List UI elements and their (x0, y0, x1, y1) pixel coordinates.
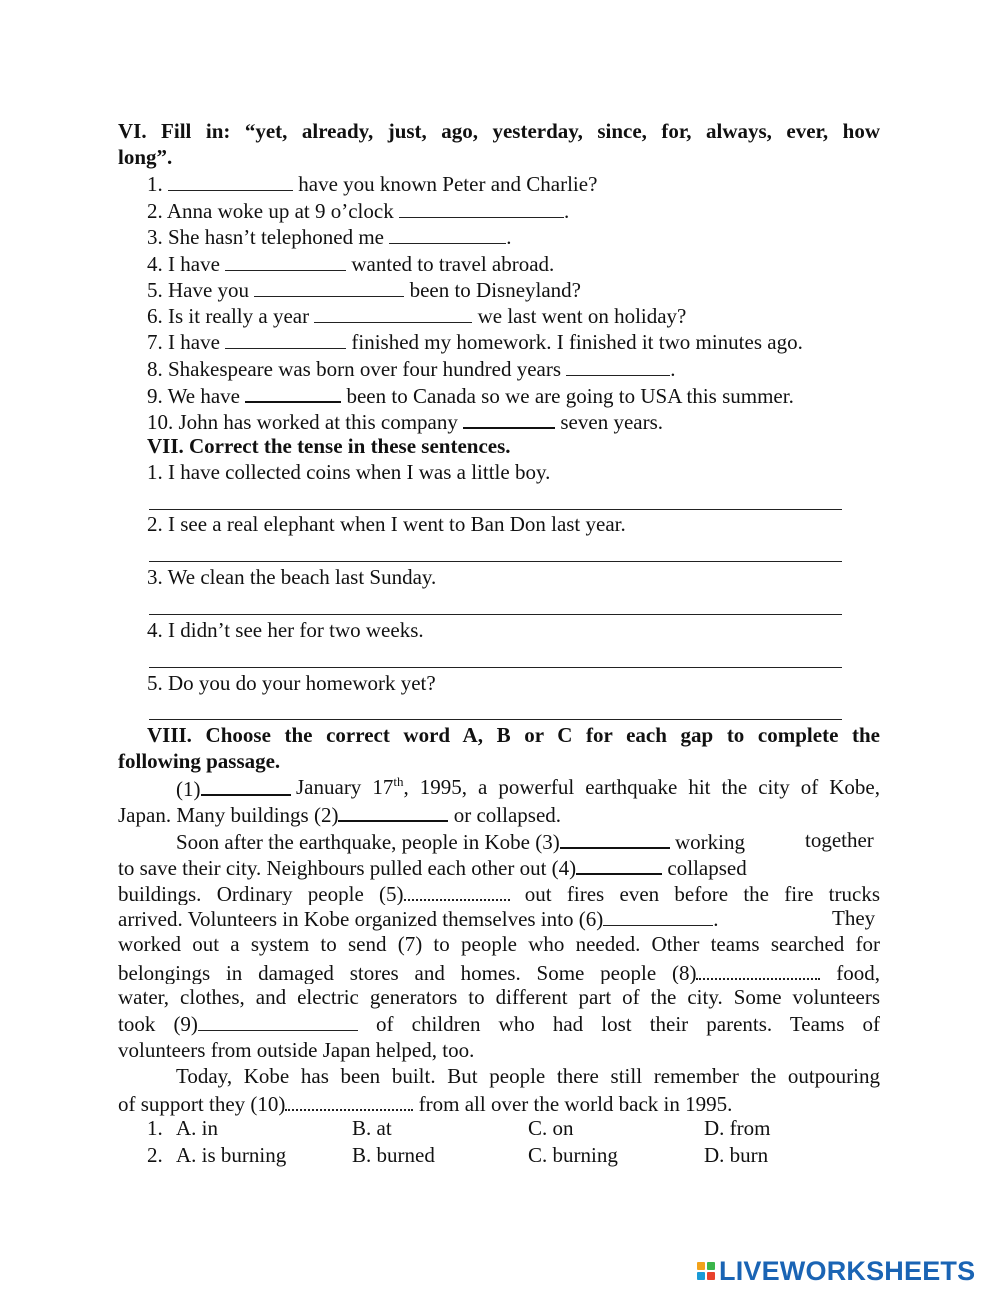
passage-gap-8[interactable] (696, 958, 820, 980)
passage-line-9: water, clothes, and electric generators to different part of the city. Some volunteers (118, 985, 880, 1009)
passage-line-1-text: January 17th, 1995, a powerful earthquake hit the city of Kobe, (296, 774, 880, 799)
passage-gap-5[interactable] (404, 879, 510, 901)
option-1-c[interactable]: C. on (528, 1116, 574, 1140)
option-1-a[interactable]: A. in (176, 1116, 218, 1140)
logo-mark-icon (697, 1262, 715, 1280)
passage-gap-2[interactable] (338, 800, 448, 822)
fill-item-8: 8. Shakespeare was born over four hundred years . (147, 357, 676, 381)
fill-item-9: 9. We have been to Canada so we are going to USA this summer. (147, 381, 794, 409)
fill-item-4: 4. I have wanted to travel abroad. (147, 252, 555, 276)
gap-input-4[interactable] (225, 250, 346, 271)
answer-line-4[interactable] (149, 667, 842, 668)
gap-input-10[interactable] (463, 407, 555, 429)
correct-item-2: 2. I see a real elephant when I went to Ban Don last year. (147, 512, 626, 536)
gap-input-1[interactable] (168, 170, 293, 191)
fill-item-6: 6. Is it really a year we last went on holiday? (147, 304, 687, 328)
section-6-heading-cont: long”. (118, 145, 173, 169)
section-8-heading: VIII. Choose the correct word A, B or C for each gap to complete the (147, 723, 880, 747)
passage-line-10: took (9) of children who had lost their parents. Teams of (118, 1012, 880, 1036)
answer-line-1[interactable] (149, 509, 842, 510)
fill-item-5: 5. Have you been to Disneyland? (147, 278, 582, 302)
correct-item-5: 5. Do you do your homework yet? (147, 671, 436, 695)
fill-item-10: 10. John has worked at this company seven years. (147, 407, 663, 435)
option-row-number: 1. (147, 1116, 163, 1140)
option-2-a[interactable]: A. is burning (176, 1143, 287, 1167)
section-6-heading: VI. Fill in: “yet, already, just, ago, yesterday, since, for, always, ever, how (118, 119, 880, 143)
answer-line-3[interactable] (149, 614, 842, 615)
correct-item-1: 1. I have collected coins when I was a little boy. (147, 460, 551, 484)
fill-item-2: 2. Anna woke up at 9 o’clock . (147, 199, 570, 223)
passage-gap-4[interactable] (576, 853, 662, 875)
option-2-c[interactable]: C. burning (528, 1143, 618, 1167)
answer-line-5[interactable] (149, 719, 842, 720)
gap-input-7[interactable] (225, 328, 346, 349)
fill-item-7: 7. I have finished my homework. I finished it two minutes ago. (147, 330, 803, 354)
correct-item-3: 3. We clean the beach last Sunday. (147, 565, 437, 589)
option-2-d[interactable]: D. burn (704, 1143, 769, 1167)
option-row-number: 2. (147, 1143, 163, 1167)
option-2-b[interactable]: B. burned (352, 1143, 435, 1167)
passage-line-6: arrived. Volunteers in Kobe organized themselves into (6) . (118, 907, 719, 931)
passage-gap-3[interactable] (560, 827, 670, 849)
section-8-heading-cont: following passage. (118, 749, 281, 773)
section-7-heading: VII. Correct the tense in these sentences. (147, 434, 511, 458)
passage-line-5: buildings. Ordinary people (5) out fires even before the fire trucks (118, 879, 880, 905)
passage-line-6-end: They (832, 906, 876, 930)
gap-input-5[interactable] (254, 276, 404, 297)
passage-line-13: of support they (10) from all over the world back in 1995. (118, 1089, 732, 1117)
passage-line-7: worked out a system to send (7) to people who needed. Other teams searched for (118, 932, 880, 956)
passage-line-12: Today, Kobe has been built. But people there still remember the outpouring (176, 1064, 880, 1088)
gap-input-6[interactable] (314, 302, 472, 323)
logo-text: LIVEWORKSHEETS (719, 1255, 976, 1286)
passage-line-3: Soon after the earthquake, people in Kobe (3) working (176, 827, 745, 855)
passage-line-4: to save their city. Neighbours pulled each other out (4) collapsed (118, 853, 747, 881)
correct-item-4: 4. I didn’t see her for two weeks. (147, 618, 424, 642)
gap-input-3[interactable] (389, 223, 506, 244)
passage-line-11: volunteers from outside Japan helped, too. (118, 1038, 475, 1062)
passage-line-1: (1) (176, 774, 291, 802)
option-1-d[interactable]: D. from (704, 1116, 771, 1140)
passage-gap-6[interactable] (603, 905, 713, 926)
gap-input-2[interactable] (399, 197, 564, 218)
passage-line-8: belongings in damaged stores and homes. Some people (8) food, (118, 958, 880, 984)
answer-line-2[interactable] (149, 561, 842, 562)
gap-input-9[interactable] (245, 381, 341, 403)
liveworksheets-logo (697, 1253, 975, 1289)
passage-gap-10[interactable] (285, 1089, 413, 1111)
passage-gap-9[interactable] (198, 1010, 358, 1031)
passage-line-2: Japan. Many buildings (2) or collapsed. (118, 800, 561, 828)
fill-item-1: 1. have you known Peter and Charlie? (147, 172, 598, 196)
fill-item-3: 3. She hasn’t telephoned me . (147, 225, 512, 249)
passage-line-3-end: together (805, 828, 874, 852)
gap-input-8[interactable] (566, 355, 670, 376)
option-1-b[interactable]: B. at (352, 1116, 392, 1140)
passage-gap-1[interactable] (201, 774, 291, 796)
